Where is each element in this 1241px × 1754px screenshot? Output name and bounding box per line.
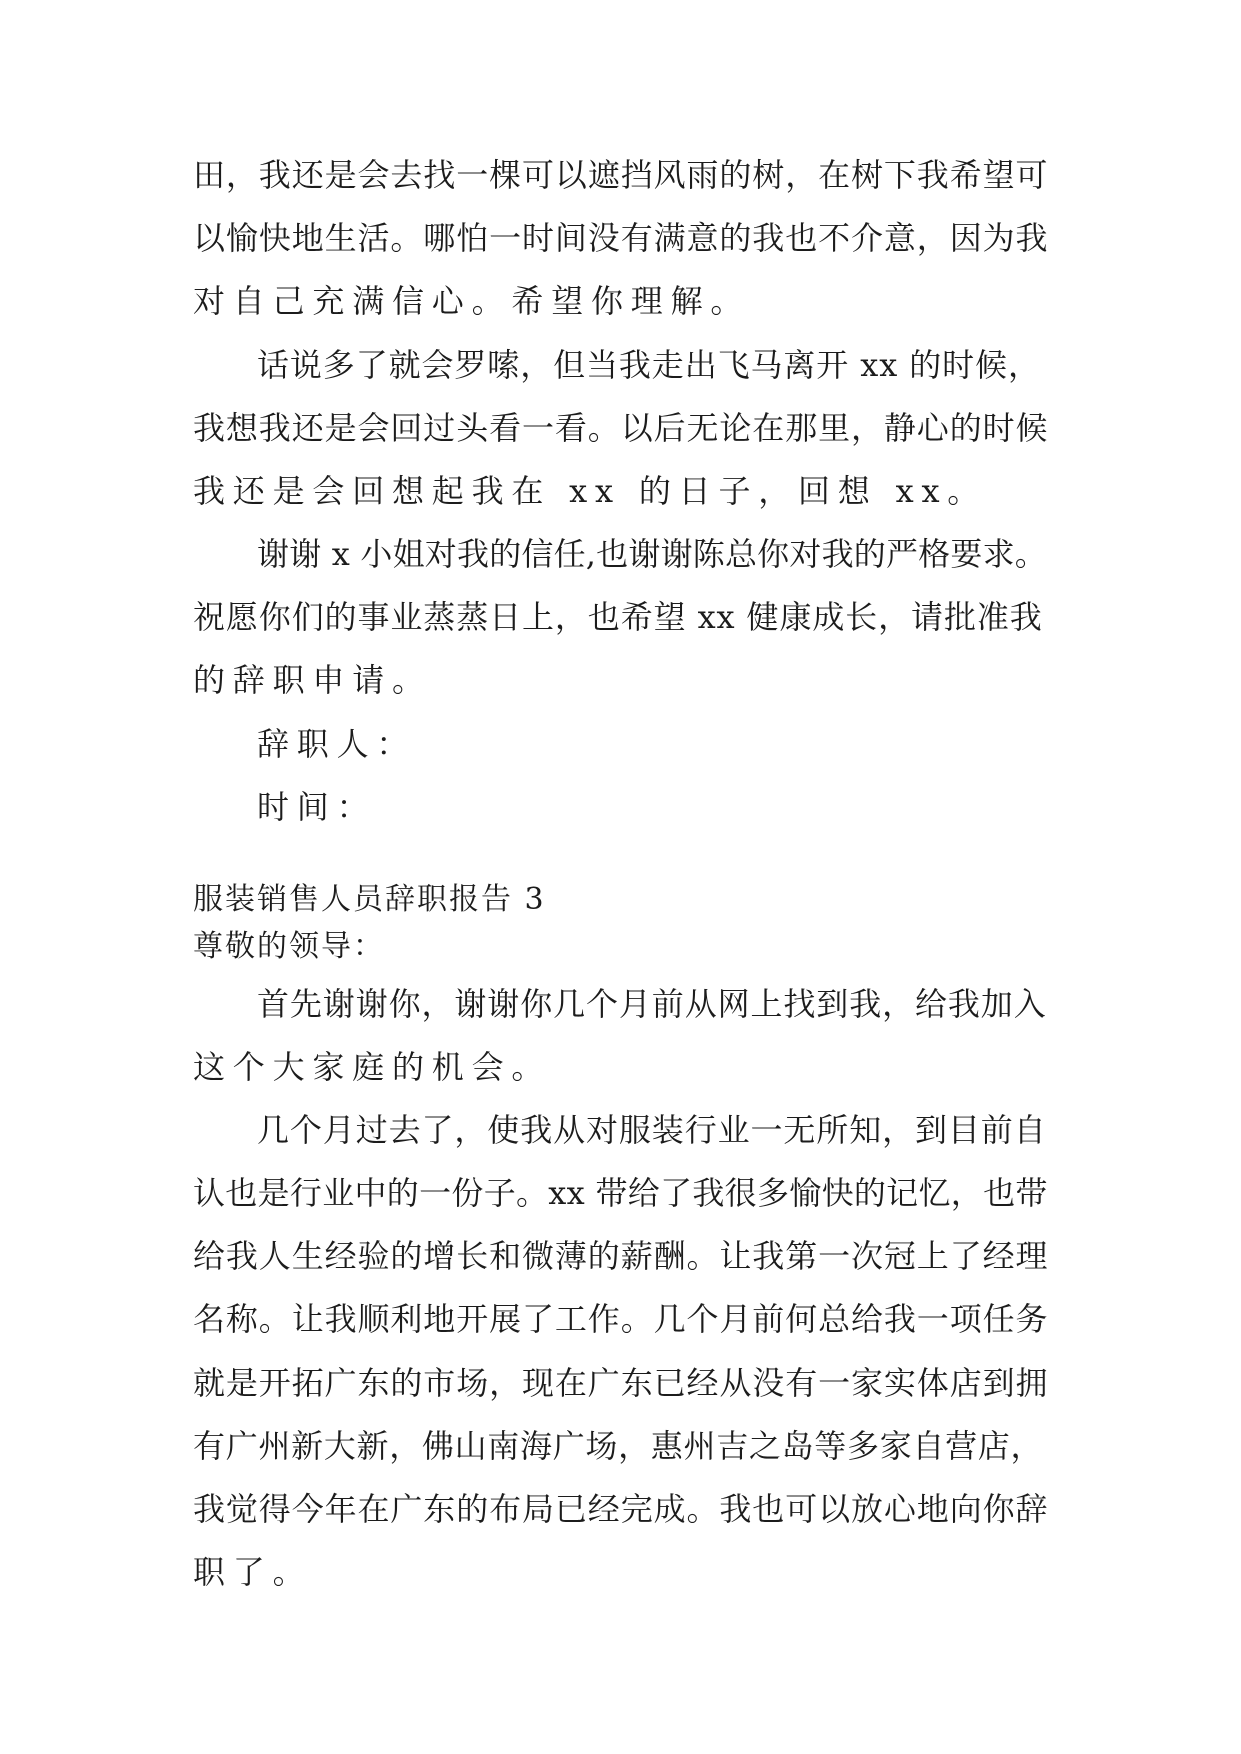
body-line: 有广州新大新，佛山南海广场，惠州吉之岛等多家自营店， <box>193 1427 1044 1465</box>
body-line: 我觉得今年在广东的布局已经完成。我也可以放心地向你辞 <box>193 1490 1049 1528</box>
body-line: 田，我还是会去找一棵可以遮挡风雨的树，在树下我希望可 <box>193 156 1049 194</box>
body-line: 谢谢 x 小姐对我的信任,也谢谢陈总你对我的严格要求。 <box>257 535 1047 573</box>
section-title: 服装销售人员辞职报告 3 <box>193 882 546 917</box>
body-line: 的辞职申请。 <box>193 661 432 699</box>
body-line: 认也是行业中的一份子。xx 带给了我很多愉快的记忆，也带 <box>193 1174 1048 1212</box>
body-line: 就是开拓广东的市场，现在广东已经从没有一家实体店到拥 <box>193 1364 1049 1402</box>
body-line: 我还是会回想起我在 xx 的日子，回想 xx。 <box>193 472 988 510</box>
body-line: 我想我还是会回过头看一看。以后无论在那里，静心的时候 <box>193 409 1049 447</box>
salutation: 尊敬的领导： <box>193 929 385 964</box>
body-line: 首先谢谢你，谢谢你几个月前从网上找到我，给我加入 <box>257 985 1047 1023</box>
body-line: 以愉快地生活。哪怕一时间没有满意的我也不介意，因为我 <box>193 219 1049 257</box>
body-line: 给我人生经验的增长和微薄的薪酬。让我第一次冠上了经理 <box>193 1237 1049 1275</box>
body-line: 几个月过去了，使我从对服装行业一无所知，到目前自 <box>257 1111 1047 1149</box>
time-label: 时间： <box>257 788 377 826</box>
body-line: 祝愿你们的事业蒸蒸日上，也希望 xx 健康成长，请批准我 <box>193 598 1043 636</box>
body-line: 对自己充满信心。希望你理解。 <box>193 282 751 320</box>
body-line: 职了。 <box>193 1553 313 1591</box>
body-line: 这个大家庭的机会。 <box>193 1048 552 1086</box>
body-line: 名称。让我顺利地开展了工作。几个月前何总给我一项任务 <box>193 1300 1049 1338</box>
signer-label: 辞职人： <box>257 725 417 763</box>
body-line: 话说多了就会罗嗦，但当我走出飞马离开 xx 的时候， <box>257 346 1041 384</box>
